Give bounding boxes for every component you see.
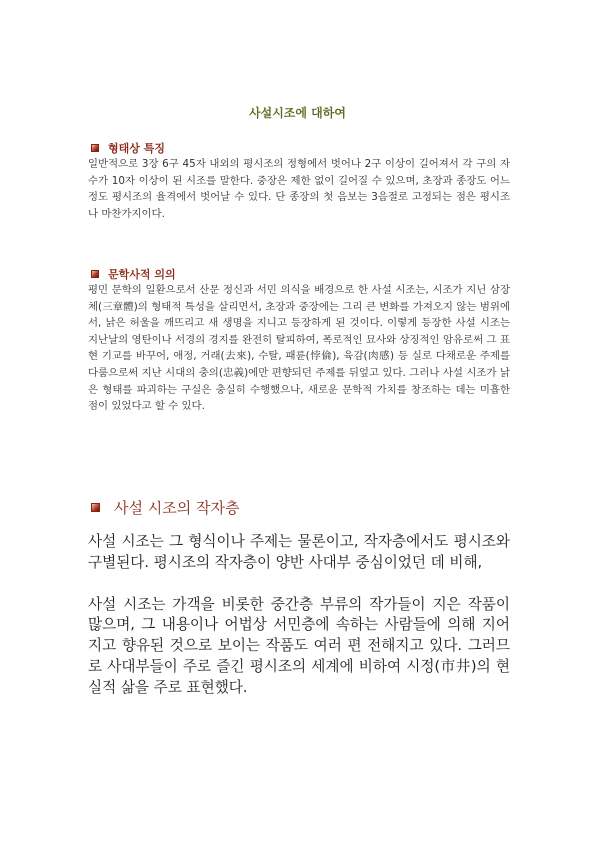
section-literary-significance <box>88 266 510 415</box>
section-heading-text: 사설 시조의 작자층 <box>114 498 240 517</box>
square-bullet-icon <box>91 144 99 152</box>
section-heading <box>91 496 510 518</box>
square-bullet-icon <box>91 270 99 278</box>
section-paragraph: 사설 시조는 가객을 비롯한 중간층 부류의 작가들이 지은 작품이 많으며, 그 내용이나 어법상 서민층에 속하는 사람들에 의해 지어지고 향유된 것으로 보이는 작품도 여러 편 전해지고 있다. 그러므로 사대부들이 주로 즐긴 평시조의 세계에 비하여 시정(市井)의 현실적 삶을 주로 표현했다. <box>88 595 510 696</box>
section-authors <box>88 496 510 699</box>
page-title: 사설시조에 대하여 <box>249 106 346 120</box>
section-heading-text: 문학사적 의의 <box>108 268 176 281</box>
section-heading-text: 형태상 특징 <box>108 142 165 155</box>
section-heading <box>91 140 510 156</box>
section-form-features <box>88 140 510 222</box>
section-heading <box>91 266 510 282</box>
section-paragraph: 사설 시조는 그 형식이나 주제는 물론이고, 작자층에서도 평시조와 구별된다. 평시조의 작자층이 양반 사대부 중심이었던 데 비해, <box>88 533 510 571</box>
square-bullet-icon <box>91 503 100 512</box>
section-paragraph: 평민 문학의 일환으로서 산문 정신과 서민 의식을 배경으로 한 사설 시조는, 시조가 지닌 삼장체(三章體)의 형태적 특성을 살리면서, 초장과 중장에는 그리 큰 변화를 가져오지 않는 범위에서, 낡은 허울을 깨뜨리고 새 생명을 지니고 등장하게 된 것이다. 이렇게 등장한 사설 시조는 지난날의 영탄이나 서경의 경지를 완전히 탈피하여, 폭로적인 묘사와 상징적인 암유로써 그 표현 기교를 바꾸어, 애정, 거래(去來), 수탈, 패륜(悖倫), 육감(肉感) 등 실로 다채로운 주제를 다룸으로써 지난 시대의 충의(忠義)에만 편향되던 주제를 뒤엎고 있다. 그러나 사설 시조가 낡은 형태를 파괴하는 구실은 충실히 수행했으나, 새로운 문학적 가치를 창조하는 데는 미흡한 점이 있었다고 할 수 있다. <box>88 284 510 413</box>
section-paragraph: 일반적으로 3장 6구 45자 내외의 평시조의 정형에서 벗어나 2구 이상이 길어져서 각 구의 자수가 10자 이상이 된 시조를 말한다. 중장은 제한 없이 길어질 수 있으며, 초장과 종장도 어느 정도 평시조의 율격에서 벗어날 수 있다. 단 종장의 첫 음보는 3음절로 고정되는 점은 평시조나 마찬가지이다. <box>88 158 510 220</box>
